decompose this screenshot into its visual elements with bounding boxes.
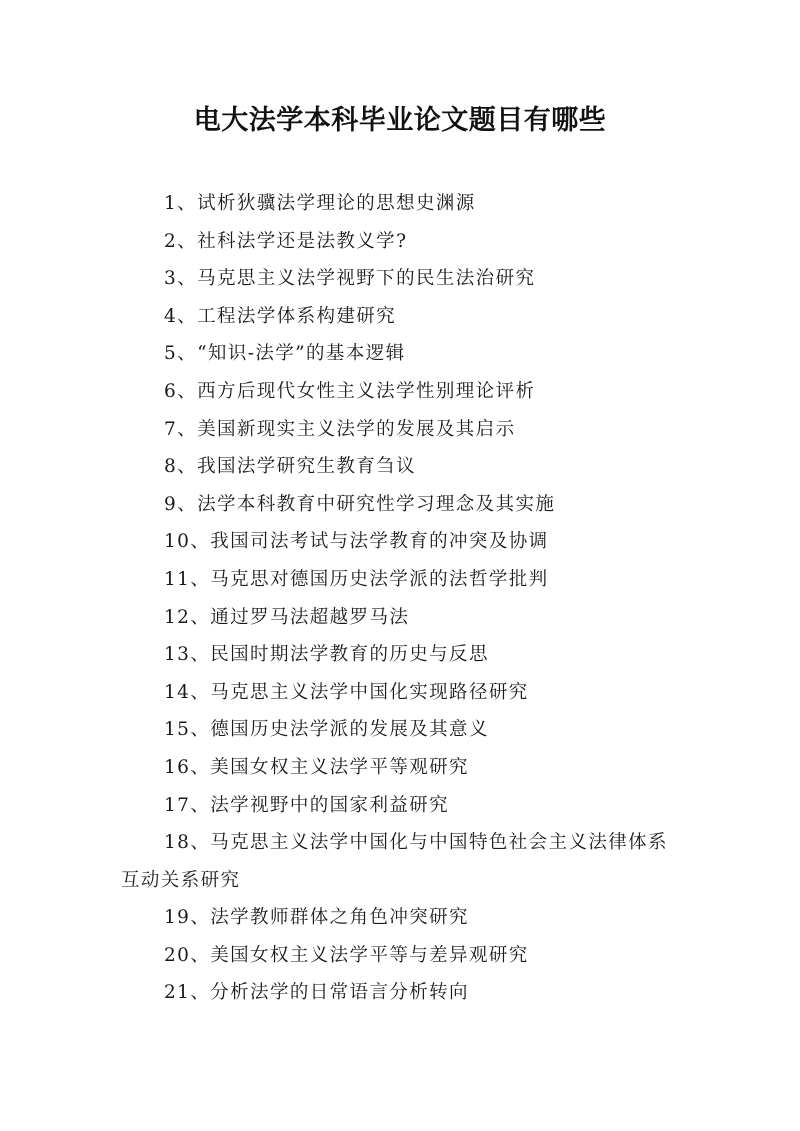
list-item: 14、马克思主义法学中国化实现路径研究 bbox=[164, 681, 529, 703]
list-item: 9、法学本科教育中研究性学习理念及其实施 bbox=[164, 493, 556, 515]
list-item: 16、美国女权主义法学平等观研究 bbox=[164, 756, 469, 778]
list-item: 19、法学教师群体之角色冲突研究 bbox=[164, 907, 469, 929]
list-item: 10、我国司法考试与法学教育的冲突及协调 bbox=[164, 531, 549, 553]
list-item: 21、分析法学的日常语言分析转向 bbox=[164, 982, 469, 1004]
page-title: 电大法学本科毕业论文题目有哪些 bbox=[193, 105, 607, 136]
list-item: 12、通过罗马法超越罗马法 bbox=[164, 606, 410, 628]
list-item: 5、“知识-法学”的基本逻辑 bbox=[164, 343, 406, 365]
list-item: 18、马克思主义法学中国化与中国特色社会主义法律体系互动关系研究 bbox=[121, 832, 668, 891]
topic-list bbox=[121, 185, 681, 1012]
list-item: 8、我国法学研究生教育刍议 bbox=[164, 456, 416, 478]
list-item: 1、试析狄骥法学理论的思想史渊源 bbox=[164, 193, 476, 214]
list-item: 2、社科法学还是法教义学? bbox=[164, 230, 408, 252]
list-item: 13、民国时期法学教育的历史与反思 bbox=[164, 644, 489, 666]
list-item: 3、马克思主义法学视野下的民生法治研究 bbox=[164, 268, 536, 290]
list-item: 11、马克思对德国历史法学派的法哲学批判 bbox=[164, 568, 549, 590]
list-item: 6、西方后现代女性主义法学性别理论评析 bbox=[164, 380, 536, 402]
list-item: 7、美国新现实主义法学的发展及其启示 bbox=[164, 418, 516, 440]
list-item: 4、工程法学体系构建研究 bbox=[164, 305, 397, 327]
list-item: 17、法学视野中的国家利益研究 bbox=[164, 794, 450, 816]
list-item: 20、美国女权主义法学平等与差异观研究 bbox=[164, 944, 529, 966]
list-item: 15、德国历史法学派的发展及其意义 bbox=[164, 719, 489, 741]
